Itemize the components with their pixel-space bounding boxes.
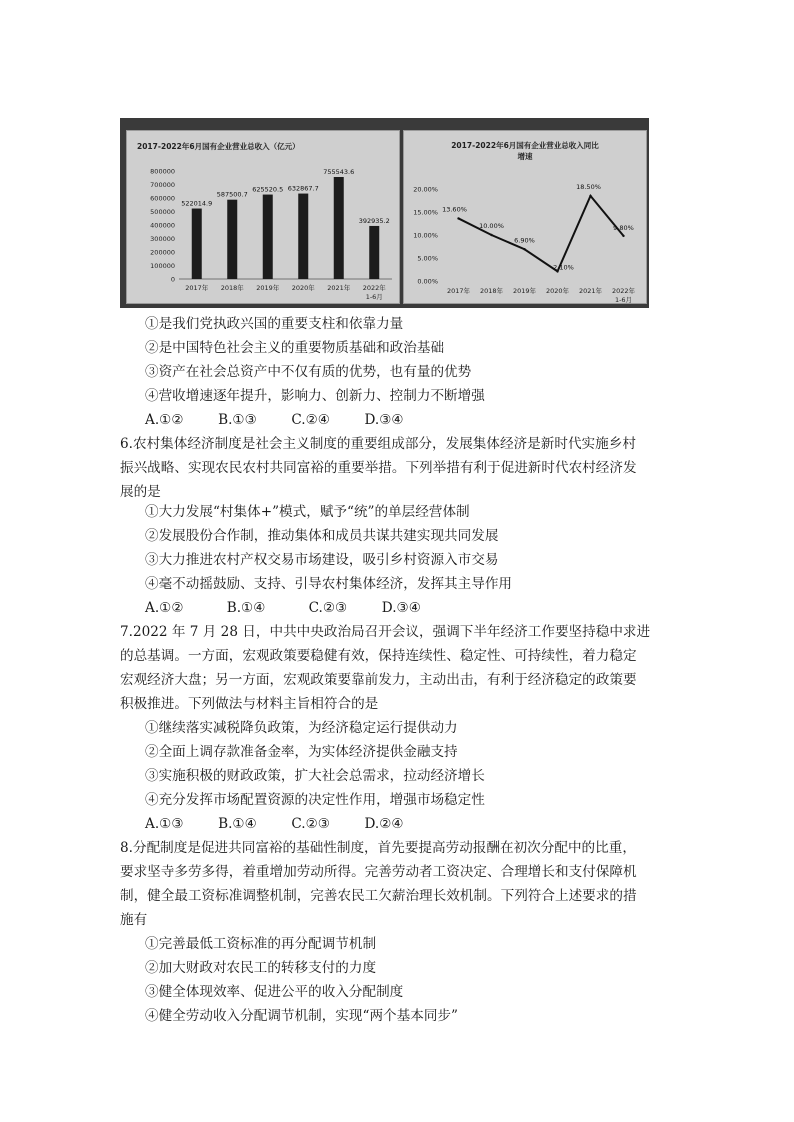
data-point: [622, 235, 624, 237]
chart-title: 2017-2022年6月国有企业营业总收入（亿元）: [137, 142, 300, 151]
q6-option-4: ④毫不动摇鼓励、支持、引导农村集体经济，发挥其主导作用: [145, 576, 513, 592]
y-tick-label: 200000: [150, 248, 175, 257]
y-tick-label: 800000: [150, 167, 175, 176]
bar: [298, 194, 308, 279]
q5-option-2: ②是中国特色社会主义的重要物质基础和政治基础: [145, 340, 445, 356]
x-tick-label: 2018年: [479, 287, 504, 295]
x-tick-label: 2022年: [362, 284, 386, 292]
y-tick-label: 20.00%: [413, 185, 438, 194]
q8-stem-line-1: 8.分配制度是促进共同富裕的基础性制度，首先要提高劳动报酬在初次分配中的比重，: [120, 840, 636, 856]
y-tick-label: 15.00%: [413, 208, 438, 217]
x-tick-label: 2019年: [512, 287, 537, 295]
q5-option-4: ④营收增速逐年提升，影响力、创新力、控制力不断增强: [145, 388, 485, 404]
q7-option-3: ③实施积极的财政政策，扩大社会总需求，拉动经济增长: [145, 768, 485, 784]
x-tick-label: 2022年: [611, 287, 636, 295]
q7-stem-line-3: 宏观经济大盘；另一方面，宏观政策要靠前发力，主动出击，有利于经济稳定的政策要: [120, 672, 637, 688]
x-tick-label: 2021年: [327, 284, 351, 292]
x-tick-label: 2017年: [446, 287, 471, 295]
x-tick-label: 1-6月: [365, 293, 383, 301]
x-tick-label: 2017年: [185, 284, 209, 292]
data-point: [589, 195, 591, 197]
q5-option-3: ③资产在社会总资产中不仅有质的优势，也有量的优势: [145, 364, 472, 380]
y-tick-label: 100000: [150, 262, 175, 270]
y-tick-label: 300000: [150, 235, 175, 243]
bar: [263, 195, 273, 279]
q7-option-4: ④充分发挥市场配置资源的决定性作用，增强市场稳定性: [145, 792, 485, 808]
q6-stem-line-2: 振兴战略、实现农民农村共同富裕的重要举措。下列举措有利于促进新时代农村经济发: [120, 460, 637, 476]
y-tick-label: 400000: [150, 221, 175, 230]
bar: [369, 226, 379, 279]
bar-value-label: 632867.7: [287, 184, 319, 193]
y-tick-label: 5.00%: [417, 254, 438, 263]
q8-stem-line-4: 施有: [120, 912, 148, 928]
q6-stem-line-3: 展的是: [120, 484, 161, 500]
line-chart-panel: [403, 130, 647, 304]
q8-stem-line-3: 制，健全最工资标准调整机制，完善农民工欠薪治理长效机制。下列符合上述要求的措: [120, 888, 637, 904]
point-value-label: 18.50%: [576, 182, 601, 191]
y-tick-label: 700000: [150, 181, 175, 189]
q5-choices: A.①② B.①③ C.②④ D.③④: [145, 412, 404, 428]
bar-value-label: 522014.9: [181, 199, 213, 208]
q6-option-3: ③大力推进农村产权交易市场建设，吸引乡村资源入市交易: [145, 552, 499, 568]
q7-option-2: ②全面上调存款准备金率，为实体经济提供金融支持: [145, 744, 458, 760]
bar: [192, 209, 202, 279]
q6-option-2: ②发展股份合作制，推动集体和成员共谋共建实现共同发展: [145, 528, 499, 544]
chart-title: 增速: [517, 152, 533, 161]
y-tick-label: 10.00%: [413, 231, 438, 240]
q8-option-1: ①完善最低工资标准的再分配调节机制: [145, 936, 377, 952]
q7-stem-line-4: 积极推进。下列做法与材料主旨相符合的是: [120, 696, 379, 712]
y-tick-label: 600000: [150, 194, 175, 203]
bar-value-label: 625520.5: [252, 185, 284, 194]
q7-stem-line-1: 7.2022 年 7 月 28 日，中共中央政治局召开会议，强调下半年经济工作要坚持稳中求进: [120, 624, 651, 640]
data-point: [457, 217, 459, 219]
chart-photo: [120, 118, 649, 308]
q6-choices: A.①② B.①④ C.②③ D.③④: [145, 600, 421, 616]
point-value-label: 6.90%: [514, 236, 535, 245]
bar-value-label: 755543.6: [323, 168, 355, 177]
q5-option-1: ①是我们党执政兴国的重要支柱和依靠力量: [145, 316, 404, 332]
q6-option-1: ①大力发展“村集体+”模式，赋予“统”的单层经营体制: [145, 504, 470, 520]
x-tick-label: 2020年: [545, 287, 570, 295]
series-line: [459, 196, 624, 271]
y-tick-label: 0.00%: [417, 277, 438, 286]
x-tick-label: 2020年: [291, 284, 315, 292]
bar: [227, 200, 237, 279]
bar-value-label: 587500.7: [216, 190, 248, 199]
point-value-label: 9.80%: [613, 223, 634, 232]
q7-choices: A.①③ B.①④ C.②③ D.②④: [145, 816, 404, 832]
x-tick-label: 2019年: [256, 284, 280, 292]
q8-option-2: ②加大财政对农民工的转移支付的力度: [145, 960, 377, 976]
x-tick-label: 2018年: [220, 284, 244, 292]
bar-chart-panel: [126, 130, 400, 304]
bar: [334, 177, 344, 279]
y-tick-label: 0: [170, 275, 175, 284]
q8-option-4: ④健全劳动收入分配调节机制，实现“两个基本同步”: [145, 1008, 458, 1024]
q6-stem-line-1: 6.农村集体经济制度是社会主义制度的重要组成部分，发展集体经济是新时代实施乡村: [120, 436, 636, 452]
x-tick-label: 2021年: [578, 287, 603, 295]
point-value-label: 2.10%: [553, 263, 574, 272]
q8-stem-line-2: 要求坚寺多劳多得，着重增加劳动所得。完善劳动者工资决定、合理增长和支付保障机: [120, 864, 637, 880]
data-point: [523, 248, 525, 250]
y-tick-label: 500000: [150, 208, 175, 216]
point-value-label: 10.00%: [479, 222, 504, 230]
line-chart: [404, 131, 646, 303]
q7-stem-line-2: 的总基调。一方面，宏观政策要稳健有效，保持连续性、稳定性、可持续性，着力稳定: [120, 648, 637, 664]
chart-title: 2017-2022年6月国有企业营业总收入同比: [451, 141, 599, 150]
bar-value-label: 392935.2: [358, 216, 390, 225]
point-value-label: 13.60%: [442, 205, 467, 214]
q8-option-3: ③健全体现效率、促进公平的收入分配制度: [145, 984, 404, 1000]
x-tick-label: 1-6月: [614, 296, 633, 303]
data-point: [490, 234, 492, 236]
bar-chart: [127, 131, 399, 303]
q7-option-1: ①继续落实减税降负政策，为经济稳定运行提供动力: [145, 720, 458, 736]
